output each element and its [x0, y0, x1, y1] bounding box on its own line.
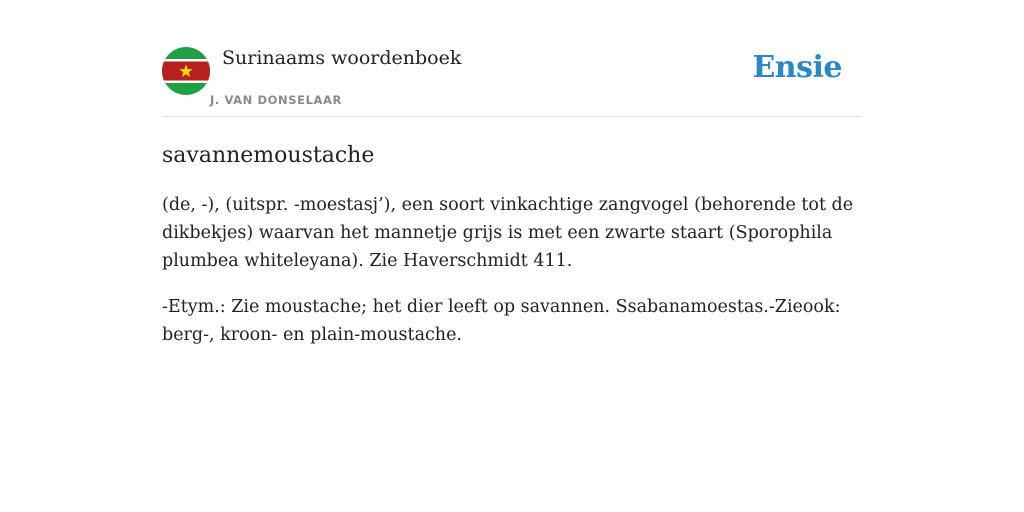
- entry-title: savannemoustache: [162, 143, 375, 168]
- dictionary-card: [162, 46, 862, 349]
- author-name: J. VAN DONSELAAR: [210, 93, 342, 107]
- suriname-flag-icon: [162, 47, 210, 95]
- entry-definition: (de, -), (uitspr. -moestasj’), een soort vinkachtige zangvogel (behorende tot de dikbekjes) waarvan het mannetje grijs is met een zwarte staart (Sporophila plumbea whiteleyana). Zie Haverschmidt 411.: [162, 195, 854, 271]
- dictionary-title-link[interactable]: Surinaams woordenboek: [222, 47, 462, 69]
- card-header: [162, 46, 862, 117]
- entry-etymology: -Etym.: Zie moustache; het dier leeft op savannen. Ssabanamoestas.-Zieook: berg-, kroon- en plain-moustache.: [162, 297, 841, 345]
- ensie-logo-link[interactable]: Ensie: [752, 50, 842, 85]
